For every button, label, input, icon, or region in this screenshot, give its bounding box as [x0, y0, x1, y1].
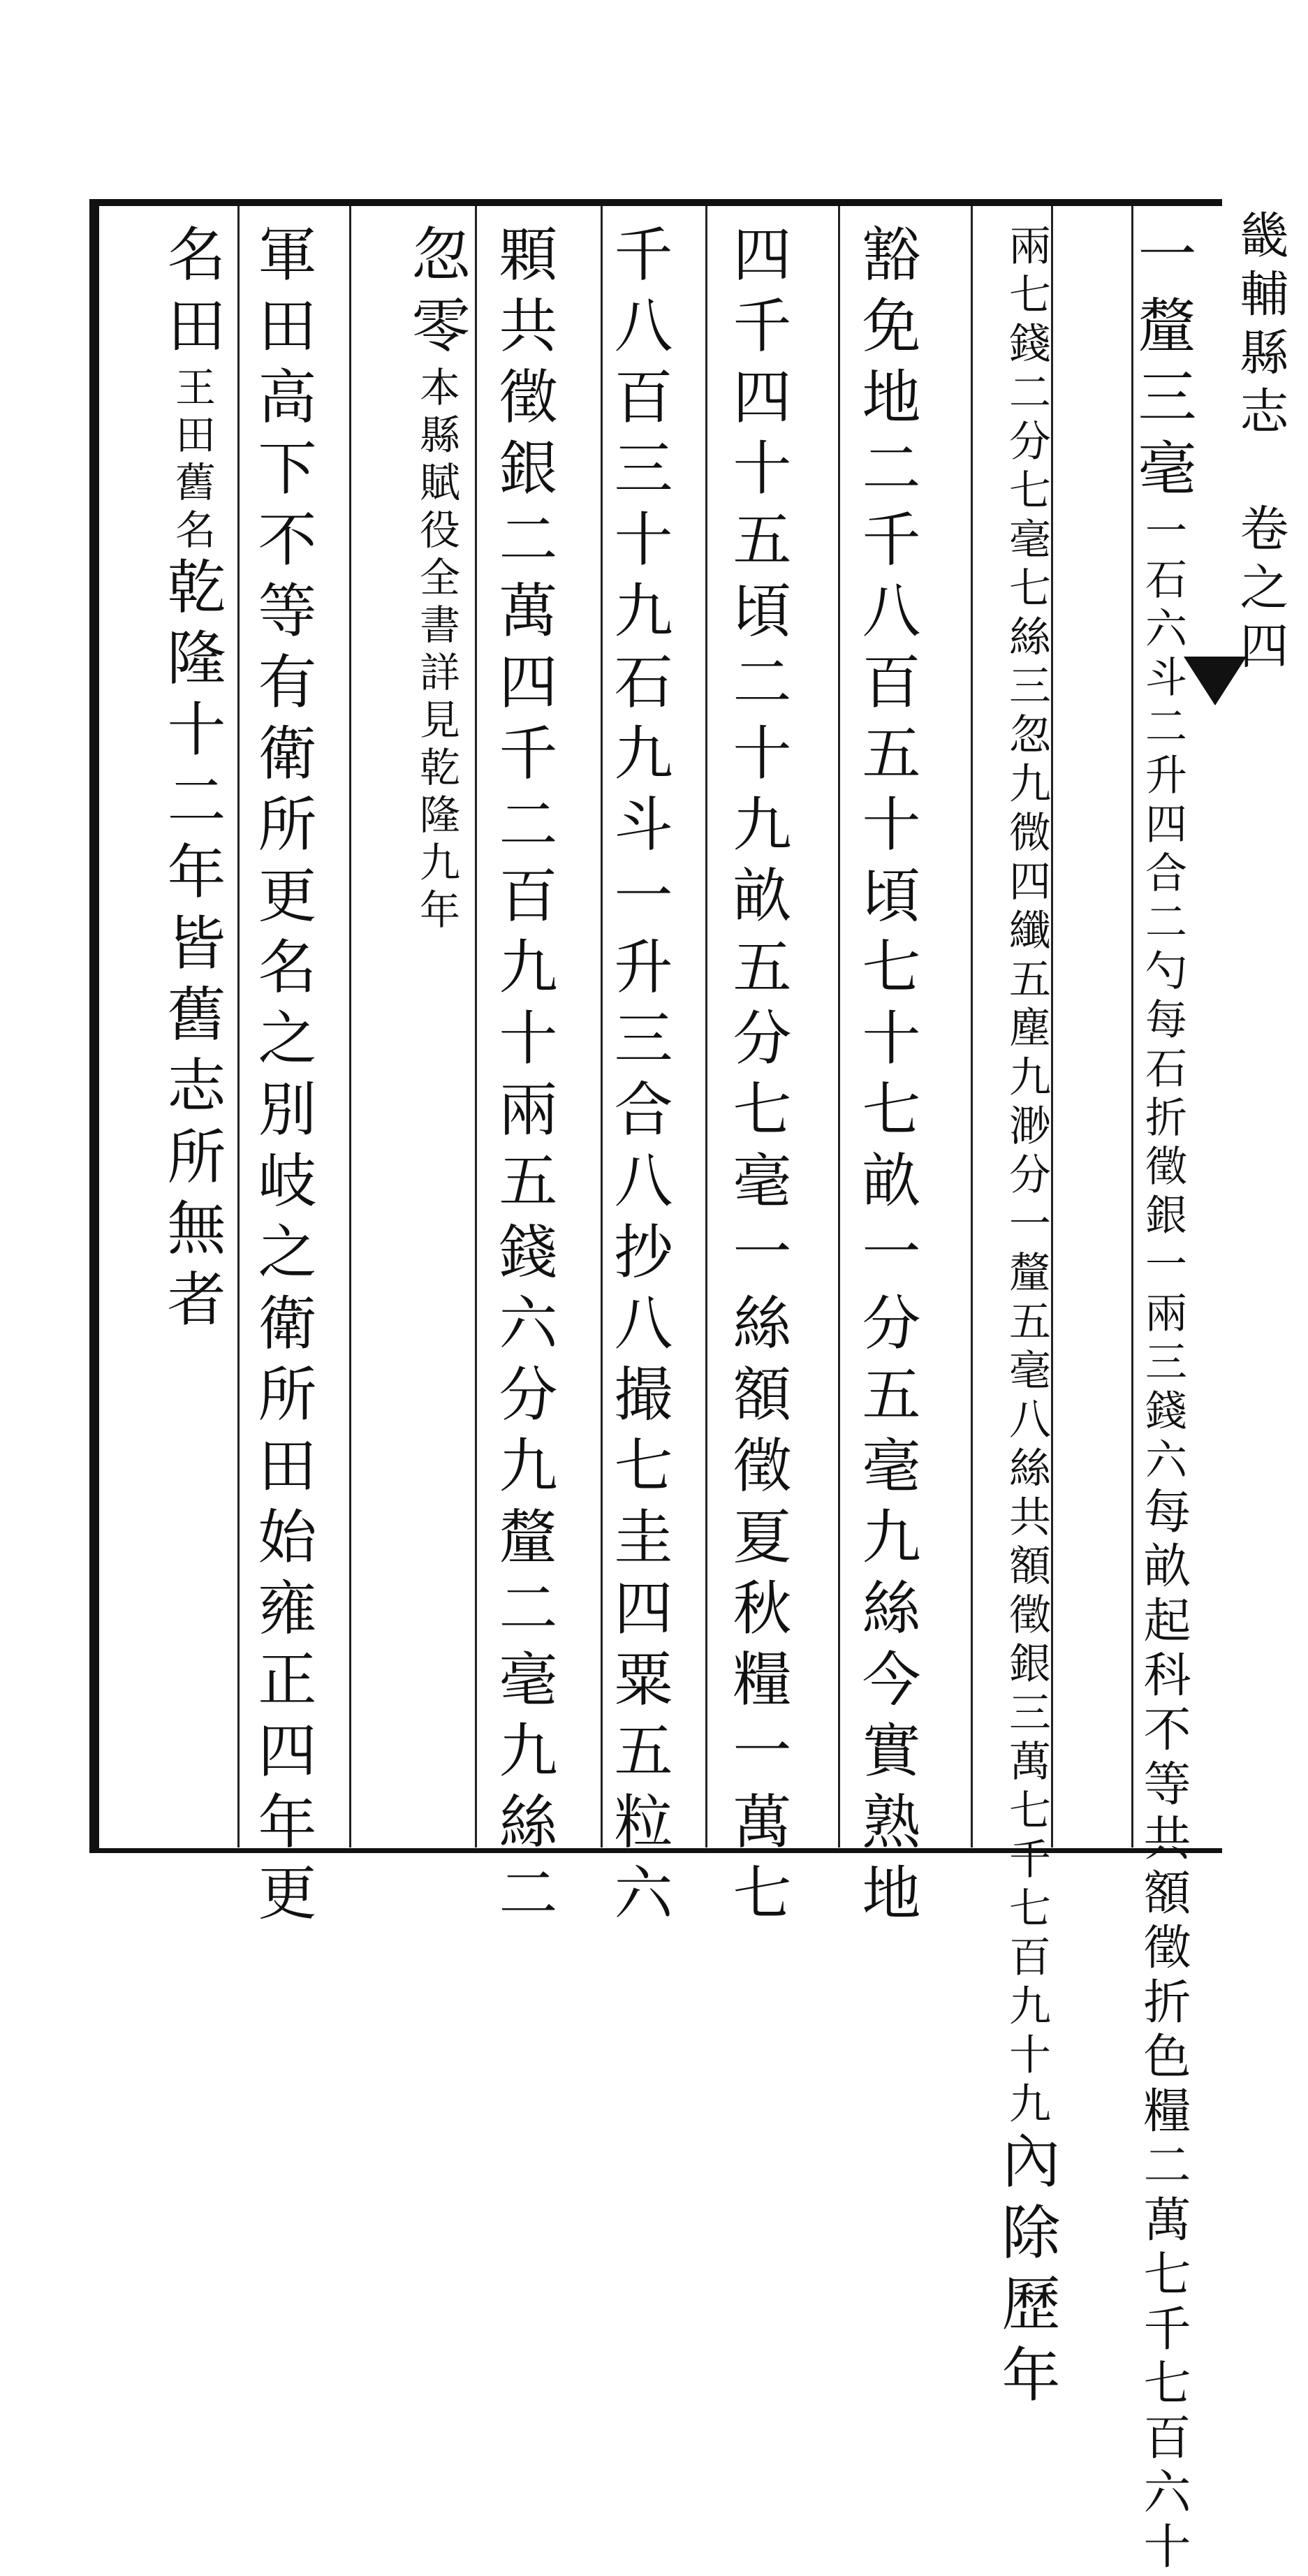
note-line: 一石六斗二升四合二勺每石折徵銀一兩三錢六: [1138, 508, 1187, 1486]
main-text: 乾隆十二年皆舊志所無者: [158, 556, 226, 1340]
annotation-note: [113, 366, 218, 556]
note-line: 詳見乾隆九年: [413, 651, 460, 936]
note-line: 王田: [168, 366, 216, 461]
column-rule: [601, 206, 603, 1847]
main-text: 內除歷年: [992, 2130, 1061, 2415]
margin-header: 畿輔縣志 卷之四: [1232, 210, 1289, 679]
text-column-6: 顆共徵銀二萬四千二百九十兩五錢六分九釐二毫九絲二: [490, 224, 558, 1933]
text-column-4: 四千四十五頃二十九畝五分七毫一絲額徵夏秋糧一萬七: [723, 224, 792, 1933]
column-rule: [705, 206, 707, 1847]
main-text: 名田: [158, 224, 226, 366]
text-column-8: 軍田高下不等有衛所更名之別岐之衛所田始雍正四年更: [249, 224, 317, 1933]
annotation-note: [1068, 508, 1194, 2576]
column-rule: [349, 206, 351, 1847]
note-line: 分一釐五毫八絲共額徵銀三萬七千七百九十九: [1002, 1152, 1051, 2130]
annotation-note: [932, 224, 1058, 2130]
note-line: 每畝起科不等共額徵折色糧二萬七千七百六十: [1136, 1486, 1191, 2576]
main-text: 忽零: [402, 224, 471, 366]
main-text: 一釐三毫: [1129, 224, 1197, 508]
note-line: 兩七錢二分七毫七絲三忽九微四纖五塵九渺: [1002, 224, 1051, 1152]
note-line: 舊名: [168, 461, 216, 556]
text-column-7: [363, 224, 471, 1844]
text-column-1: [1068, 224, 1197, 2576]
text-column-2: [932, 224, 1061, 2415]
column-rule: [237, 206, 240, 1847]
column-rule: [475, 206, 477, 1847]
note-line: 本縣賦役全書: [413, 366, 460, 651]
text-column-3: 豁免地二千八百五十頃七十七畝一分五毫九絲今實熟地: [853, 224, 921, 1933]
text-column-9: [119, 224, 226, 1844]
text-column-5: 千八百三十九石九斗一升三合八抄八撮七圭四粟五粒六: [605, 224, 673, 1933]
column-rule: [838, 206, 840, 1847]
annotation-note: [358, 366, 462, 936]
